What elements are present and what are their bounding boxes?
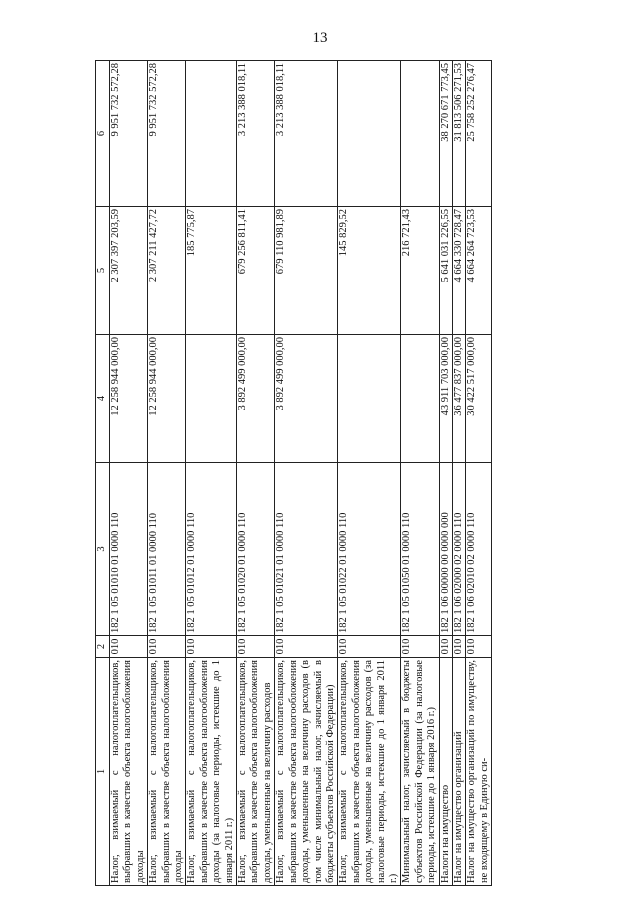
approved-amount: 12 258 944 000,00 [148,335,186,463]
income-code: 182 1 05 01011 01 0000 110 [148,463,186,636]
income-code: 182 1 05 01050 01 0000 110 [401,463,439,636]
executed-amount: 4 664 264 723,53 [466,207,492,335]
executed-amount: 145 829,52 [338,207,401,335]
line-code: 010 [186,636,237,658]
header-cell: 2 [96,636,110,658]
indicator-name: Налог на имущество организаций [452,658,465,886]
unexecuted-amount: 9 951 732 572,28 [110,61,148,207]
indicator-name: Минимальный налог, зачисляемый в бюджеты субъектов Российской Федерации (за налоговые периоды, истекшие до 1 января 2016 г.) [401,658,439,886]
executed-amount: 2 307 397 203,59 [110,207,148,335]
table-row [452,61,465,886]
executed-amount: 185 775,87 [186,207,237,335]
income-code: 182 1 05 01020 01 0000 110 [237,463,275,636]
unexecuted-amount [186,61,237,207]
indicator-name: Налог, взимаемый с налогоплательщиков, выбравших в качестве объекта налогообложения доходы (за налоговые периоды, истекшие до 1 января 2011 г.) [186,658,237,886]
approved-amount: 12 258 944 000,00 [110,335,148,463]
table-row [237,61,275,886]
indicator-name: Налог, взимаемый с налогоплательщиков, выбравших в качестве объекта налогообложения доходы, уменьшенные на величину расходов (за налоговые периоды, истекшие до 1 января 2011 г.) [338,658,401,886]
approved-amount [338,335,401,463]
table-header-row [96,61,110,886]
approved-amount: 43 911 703 000,00 [439,335,452,463]
table-row [110,61,148,886]
line-code: 010 [466,636,492,658]
line-code: 010 [237,636,275,658]
indicator-name: Налог, взимаемый с налогоплательщиков, выбравших в качестве объекта налогообложения доходы [148,658,186,886]
header-cell: 6 [96,61,110,207]
table-row [401,61,439,886]
line-code: 010 [110,636,148,658]
line-code: 010 [148,636,186,658]
indicator-name: Налог, взимаемый с налогоплательщиков, выбравших в качестве объекта налогообложения доходы, уменьшенные на величину расходов (в том числе минимальный налог, зачисляемый в бюджеты субъектов Российской Федерации) [275,658,338,886]
unexecuted-amount: 31 813 506 271,53 [452,61,465,207]
income-code: 182 1 06 02000 02 0000 110 [452,463,465,636]
executed-amount: 5 641 031 226,55 [439,207,452,335]
unexecuted-amount: 9 951 732 572,28 [148,61,186,207]
indicator-name: Налог, взимаемый с налогоплательщиков, выбравших в качестве объекта налогообложения доходы [110,658,148,886]
unexecuted-amount: 25 758 252 276,47 [466,61,492,207]
approved-amount [401,335,439,463]
income-code: 182 1 05 01010 01 0000 110 [110,463,148,636]
unexecuted-amount: 3 213 388 018,11 [275,61,338,207]
approved-amount: 36 477 837 000,00 [452,335,465,463]
page-number: 13 [312,30,328,46]
executed-amount: 2 307 211 427,72 [148,207,186,335]
unexecuted-amount: 38 270 671 773,45 [439,61,452,207]
executed-amount: 679 256 811,41 [237,207,275,335]
executed-amount: 679 110 981,89 [275,207,338,335]
line-code: 010 [338,636,401,658]
income-code: 182 1 06 00000 00 0000 000 [439,463,452,636]
income-code: 182 1 05 01022 01 0000 110 [338,463,401,636]
line-code: 010 [275,636,338,658]
indicator-name: Налоги на имущество [439,658,452,886]
income-code: 182 1 06 02010 02 0000 110 [466,463,492,636]
indicator-name: Налог на имущество организаций по имуществу, не входящему в Единую си- [466,658,492,886]
line-code: 010 [401,636,439,658]
income-code: 182 1 05 01021 01 0000 110 [275,463,338,636]
unexecuted-amount [401,61,439,207]
approved-amount: 3 892 499 000,00 [275,335,338,463]
approved-amount [186,335,237,463]
header-cell: 1 [96,658,110,886]
header-cell: 4 [96,335,110,463]
executed-amount: 216 721,43 [401,207,439,335]
budget-table [95,60,492,886]
table-row [439,61,452,886]
income-code: 182 1 05 01012 01 0000 110 [186,463,237,636]
rotated-table-container [95,61,565,886]
header-cell: 5 [96,207,110,335]
table-row [338,61,401,886]
table-row [186,61,237,886]
approved-amount: 3 892 499 000,00 [237,335,275,463]
indicator-name: Налог, взимаемый с налогоплательщиков, выбравших в качестве объекта налогообложения доходы, уменьшенные на величину расходов [237,658,275,886]
table-row [275,61,338,886]
header-cell: 3 [96,463,110,636]
executed-amount: 4 664 330 728,47 [452,207,465,335]
approved-amount: 30 422 517 000,00 [466,335,492,463]
table-row [466,61,492,886]
unexecuted-amount [338,61,401,207]
unexecuted-amount: 3 213 388 018,11 [237,61,275,207]
line-code: 010 [439,636,452,658]
line-code: 010 [452,636,465,658]
table-row [148,61,186,886]
